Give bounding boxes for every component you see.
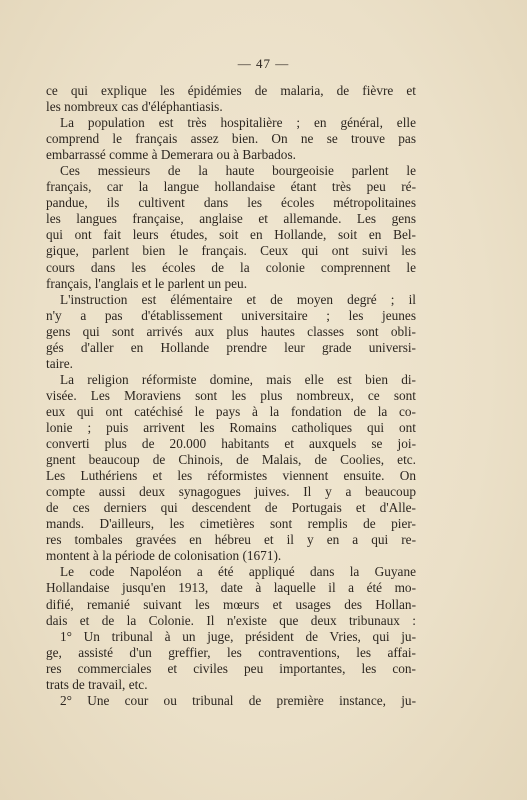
- text-line: français, l'anglais et le parlent un peu.: [46, 275, 248, 291]
- text-line: ce qui explique les épidémies de malaria, de fièvre et: [46, 83, 416, 98]
- text-line: n'y a pas d'établissement universitaire ; les jeunes: [46, 307, 416, 323]
- text-line: gnent beaucoup de Chinois, de Malais, de Coolies, etc.: [46, 452, 416, 468]
- text-line: gés d'aller en Hollande prendre leur grade universi-: [46, 339, 416, 355]
- text-line: dais et de la Colonie. Il n'existe que deux tribunaux :: [46, 612, 416, 628]
- text-line: les langues française, anglaise et allemande. Les gens: [46, 211, 416, 227]
- page-number: — 47 —: [237, 56, 290, 71]
- text-line: gens qui sont arrivés aux plus hautes classes sont obli-: [46, 323, 416, 339]
- text-line: visée. Les Moraviens sont les plus nombreux, ce sont: [46, 387, 416, 403]
- text-line: lonie ; puis arrivent les Romains catholiques qui ont: [46, 419, 416, 435]
- text-line: gique, parlent bien le français. Ceux qui ont suivi les: [46, 243, 416, 259]
- text-line: ge, assisté d'un greffier, les contraventions, les affai-: [46, 644, 416, 660]
- text-line: compte aussi deux synagogues juives. Il y a beaucoup: [46, 484, 416, 500]
- text-line: Ces messieurs de la haute bourgeoisie parlent le: [60, 163, 416, 179]
- text-line: La religion réformiste domine, mais elle est bien di-: [60, 371, 416, 387]
- text-line: L'instruction est élémentaire et de moyen degré ; il: [60, 291, 416, 307]
- text-line: Hollandaise jusqu'en 1913, date à laquelle il a été mo-: [46, 580, 416, 596]
- text-line: eux qui ont catéchisé le pays à la fondation de la co-: [46, 403, 416, 419]
- body-text: [46, 83, 416, 709]
- text-line: 1° Un tribunal à un juge, président de Vries, qui ju-: [60, 628, 416, 644]
- text-line: comprend le français assez bien. On ne se trouve pas: [46, 131, 416, 147]
- text-line: Le code Napoléon a été appliqué dans la Guyane: [60, 564, 416, 580]
- text-line: pandue, ils cultivent dans les écoles métropolitaines: [46, 195, 416, 211]
- text-line: cours dans les écoles de la colonie comprennent le: [46, 259, 416, 275]
- text-line: français, car la langue hollandaise étant très peu ré-: [46, 179, 416, 195]
- text-line: les nombreux cas d'éléphantiasis.: [46, 99, 223, 115]
- text-line: Les Luthériens et les réformistes viennent ensuite. On: [46, 468, 416, 484]
- text-line: res commerciales et civiles peu importantes, les con-: [46, 660, 416, 676]
- text-line: montent à la période de colonisation (1671).: [46, 548, 282, 564]
- text-line: trats de travail, etc.: [46, 676, 148, 692]
- text-line: converti plus de 20.000 habitants et auxquels se joi-: [46, 436, 416, 452]
- text-line: La population est très hospitalière ; en général, elle: [60, 115, 416, 131]
- text-line: qui ont fait leurs études, soit en Hollande, soit en Bel-: [46, 227, 416, 243]
- text-line: res tombales gravées en hébreu et il y en a qui re-: [46, 532, 416, 548]
- text-line: mands. D'ailleurs, les cimetières sont remplis de pier-: [46, 516, 416, 532]
- text-line: de ces derniers qui descendent de Portugais et d'Alle-: [46, 500, 416, 516]
- text-line: 2° Une cour ou tribunal de première instance, ju-: [60, 692, 416, 708]
- text-line: difié, remanié suivant les mœurs et usages des Hollan-: [46, 596, 416, 612]
- text-line: embarrassé comme à Demerara ou à Barbados.: [46, 147, 296, 163]
- text-line: taire.: [46, 355, 73, 371]
